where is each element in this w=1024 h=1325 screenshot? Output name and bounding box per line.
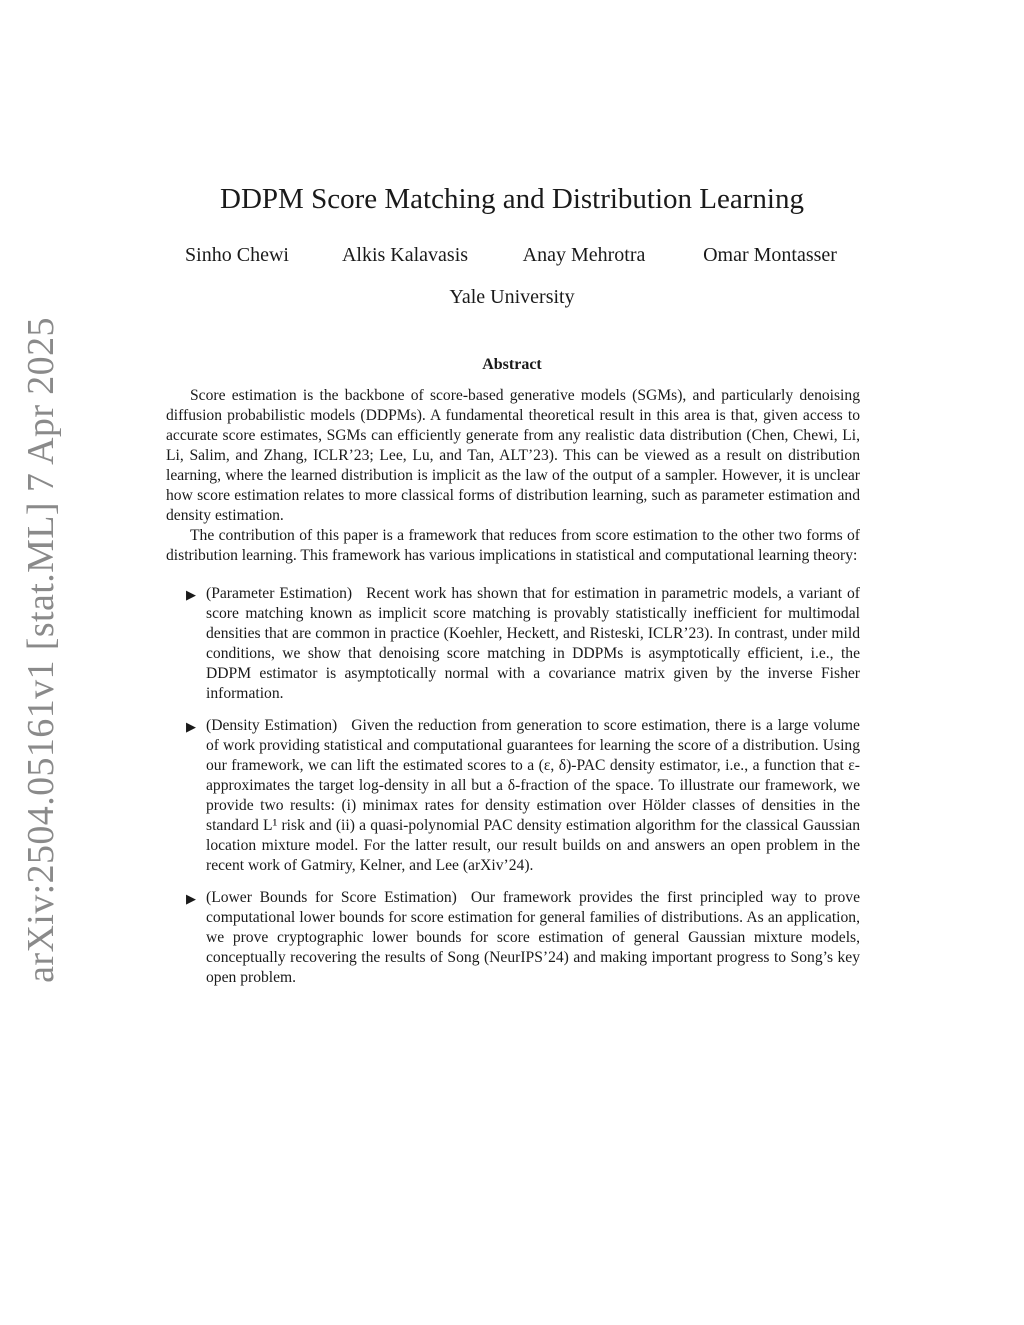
abstract-body (166, 386, 860, 1000)
triangle-bullet-icon: ▶ (186, 719, 196, 734)
paper-title: DDPM Score Matching and Distribution Learning (220, 183, 804, 215)
affiliation: Yale University (449, 286, 575, 308)
abstract-paragraph: Score estimation is the backbone of score-based generative models (SGMs), and particularly denoising diffusion probabilistic models (DDPMs). A fundamental theoretical result in this area is that, given access to accurate score estimates, SGMs can efficiently generate from any realistic data distribution (Chen, Chewi, Li, Li, Salim, and Zhang, ICLR’23; Lee, Lu, and Tan, ALT’23). This can be viewed as a result on distribution learning, where the learned distribution is implicit as the law of the output of a sampler. However, it is unclear how score estimation relates to more classical forms of distribution learning, such as parameter estimation and density estimation. (166, 387, 860, 524)
contribution-list (166, 584, 860, 988)
triangle-bullet-icon: ▶ (186, 587, 196, 602)
list-item (166, 584, 860, 704)
author-name: Sinho Chewi (185, 244, 289, 266)
list-item (166, 888, 860, 988)
item-text: Our framework provides the first principled way to prove computational lower bounds for score estimation for general families of distributions. As an application, we prove cryptographic lower bounds for score estimation of general Gaussian mixture models, conceptually recovering the results of Song (NeurIPS’24) and making important progress to Song’s key open problem. (206, 889, 860, 986)
item-text: Given the reduction from generation to score estimation, there is a large volume of work providing statistical and computational guarantees for learning the score of a distribution. Using our framework, we can lift the estimated scores to a (ε, δ)-PAC density estimator, i.e., a function that ε-approximates the target log-density in all but a δ-fraction of the space. To illustrate our framework, we provide two results: (i) minimax rates for density estimation over Hölder classes of densities in the standard L¹ risk and (ii) a quasi-polynomial PAC density estimation algorithm for the classical Gaussian location mixture model. For the latter result, our result builds on and answers an open problem in the recent work of Gatmiry, Kelner, and Lee (arXiv’24). (206, 717, 860, 874)
author-name: Omar Montasser (703, 244, 837, 266)
item-title: (Parameter Estimation) (206, 585, 353, 602)
triangle-bullet-icon: ▶ (186, 891, 196, 906)
abstract-paragraph: The contribution of this paper is a framework that reduces from score estimation to the other two forms of distribution learning. This framework has various implications in statistical and computational learning theory: (166, 527, 860, 564)
item-title: (Density Estimation) (206, 717, 338, 734)
arxiv-identifier: arXiv:2504.05161v1 [stat.ML] 7 Apr 2025 (20, 317, 62, 983)
author-name: Anay Mehrotra (522, 244, 646, 266)
list-item (166, 716, 860, 876)
author-list (0, 244, 1024, 270)
item-text: Recent work has shown that for estimation in parametric models, a variant of score matching known as implicit score matching is provably statistically inefficient for multimodal densities that are common in practice (Koehler, Heckett, and Risteski, ICLR’23). In contrast, under mild conditions, we show that denoising score matching in DDPMs is asymptotically efficient, i.e., the DDPM estimator is asymptotically normal with a covariance matrix given by the inverse Fisher information. (206, 585, 860, 702)
item-title: (Lower Bounds for Score Estimation) (206, 889, 457, 906)
abstract-heading: Abstract (482, 356, 542, 373)
author-name: Alkis Kalavasis (341, 244, 469, 266)
